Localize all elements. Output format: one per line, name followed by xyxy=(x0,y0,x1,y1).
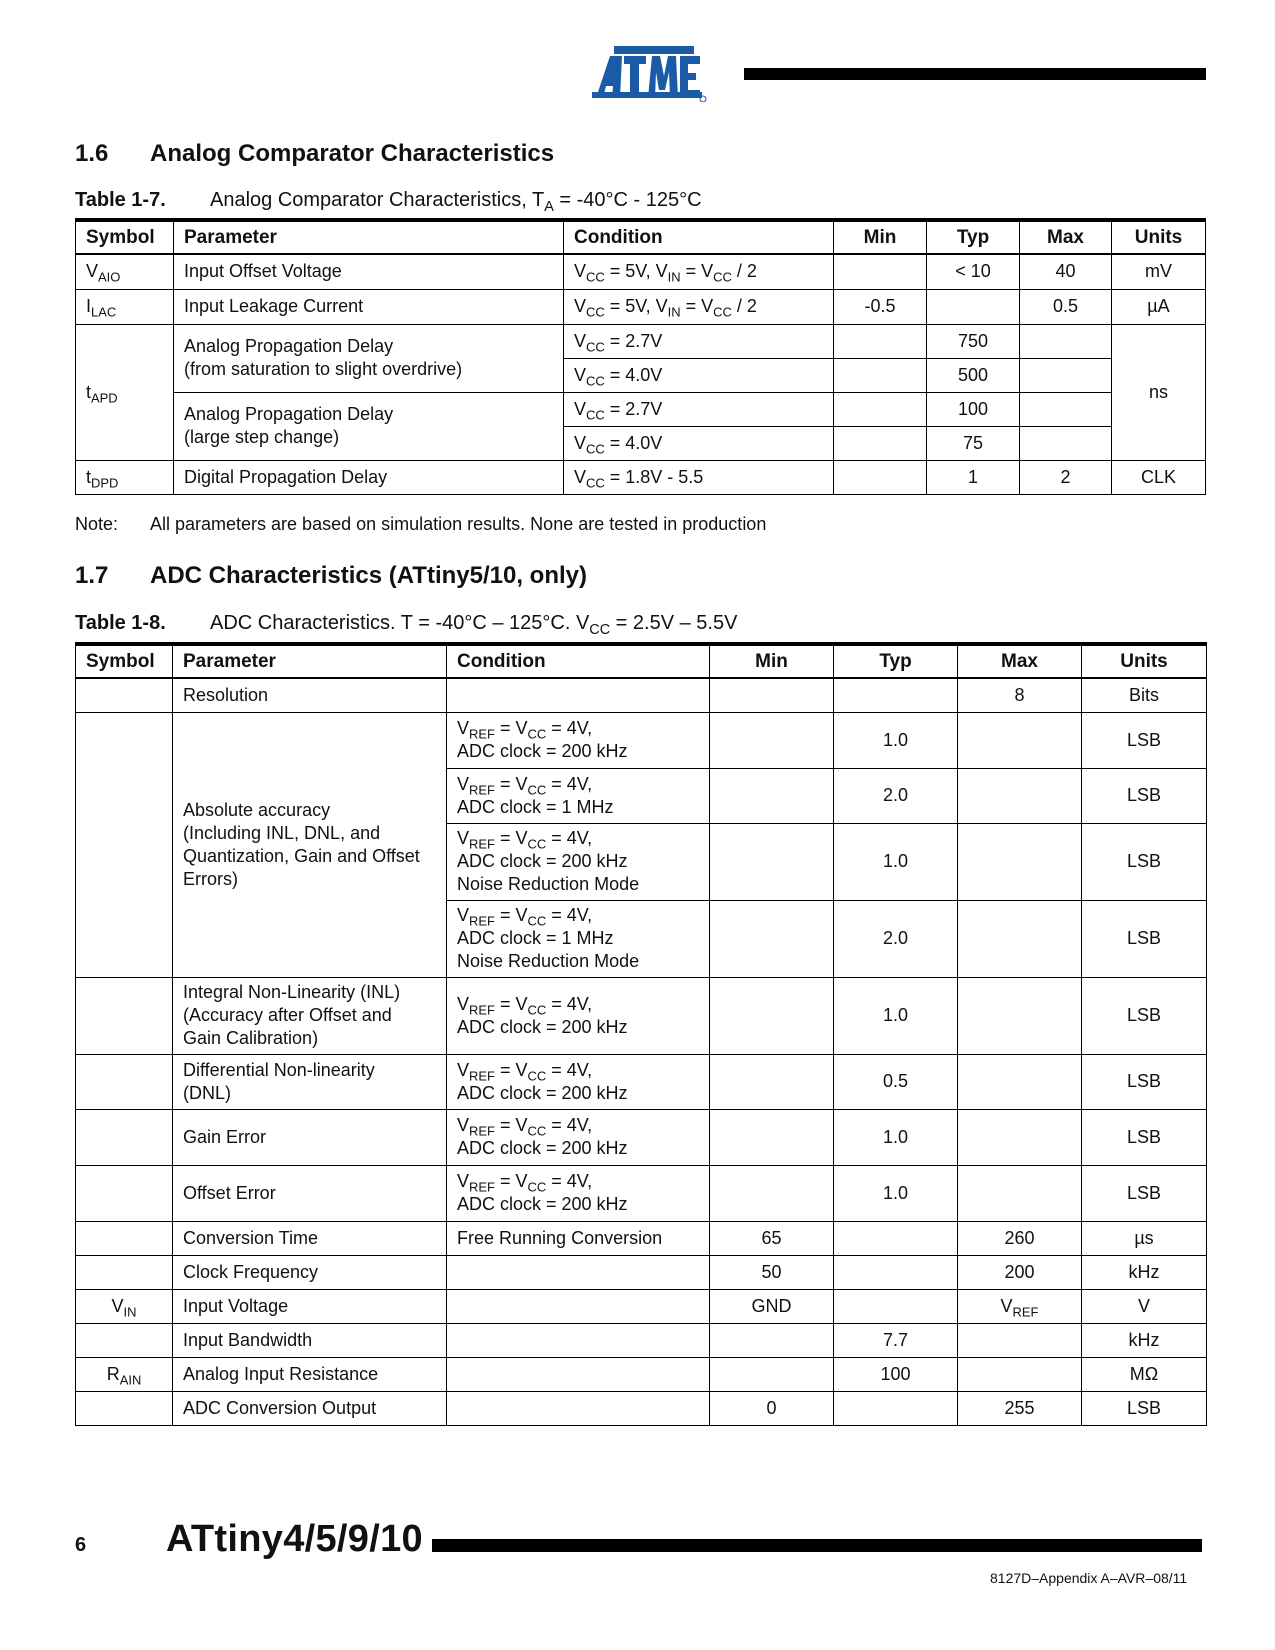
max-cell: 2 xyxy=(1020,460,1112,494)
condition-cell xyxy=(447,1323,710,1357)
min-cell xyxy=(710,1109,834,1165)
parameter-cell: Analog Propagation Delay (large step change) xyxy=(174,392,564,460)
col-min: Min xyxy=(710,644,834,678)
typ-cell: 750 xyxy=(927,324,1020,358)
col-max: Max xyxy=(1020,220,1112,254)
parameter-cell: Input Bandwidth xyxy=(173,1323,447,1357)
parameter-cell: Differential Non-linearity (DNL) xyxy=(173,1054,447,1109)
table-row xyxy=(76,1221,1207,1255)
condition-cell: $V_{REF} = V_{CC} = 4V$, ADC clock = 200 kHz xyxy=(447,1165,710,1221)
condition-cell xyxy=(447,678,710,712)
condition-cell xyxy=(447,1357,710,1391)
condition-cell: $V_{REF} = V_{CC} = 4V$, ADC clock = 200 kHz xyxy=(447,712,710,768)
typ-cell: 1.0 xyxy=(834,1165,958,1221)
condition-cell: $V_{REF} = V_{CC} = 4V$, ADC clock = 1 MHz xyxy=(447,768,710,823)
condition-cell: $V_{CC} = 4.0V$ xyxy=(564,358,834,392)
condition-cell: $V_{CC} = 5V$, $V_{IN} = V_{CC} / 2$ xyxy=(564,289,834,324)
product-title: ATtiny4/5/9/10 xyxy=(166,1518,423,1560)
typ-cell: 1.0 xyxy=(834,1109,958,1165)
table-row xyxy=(76,1054,1207,1109)
col-min: Min xyxy=(834,220,927,254)
min-cell: GND xyxy=(710,1289,834,1323)
typ-cell: 500 xyxy=(927,358,1020,392)
min-cell xyxy=(710,823,834,900)
min-cell xyxy=(834,324,927,358)
parameter-cell: Resolution xyxy=(173,678,447,712)
max-cell: 255 xyxy=(958,1391,1082,1425)
condition-cell: Free Running Conversion xyxy=(447,1221,710,1255)
typ-cell: 2.0 xyxy=(834,768,958,823)
analog-comparator-table xyxy=(75,218,1206,495)
condition-cell: $V_{CC} = 2.7V$ xyxy=(564,392,834,426)
table-row xyxy=(76,678,1207,712)
atmel-logo xyxy=(592,46,708,102)
table-row xyxy=(76,1165,1207,1221)
typ-cell: 7.7 xyxy=(834,1323,958,1357)
symbol-cell xyxy=(76,678,173,712)
typ-cell xyxy=(834,1391,958,1425)
max-cell xyxy=(958,768,1082,823)
units-cell: µA xyxy=(1112,289,1206,324)
min-cell: -0.5 xyxy=(834,289,927,324)
units-cell: MΩ xyxy=(1082,1357,1207,1391)
document-id: 8127D–Appendix A–AVR–08/11 xyxy=(990,1570,1188,1586)
table-1-7-caption: Table 1-7. Analog Comparator Characteristics, $T_A = -40^\circ C - 125^\circ C$ xyxy=(75,189,702,216)
symbol-cell: $V_{AIO}$ xyxy=(76,254,174,289)
max-cell xyxy=(1020,358,1112,392)
min-cell xyxy=(710,1165,834,1221)
col-parameter: Parameter xyxy=(173,644,447,678)
max-cell xyxy=(1020,426,1112,460)
parameter-cell: Input Voltage xyxy=(173,1289,447,1323)
min-cell xyxy=(710,678,834,712)
units-cell: LSB xyxy=(1082,900,1207,977)
col-units: Units xyxy=(1112,220,1206,254)
min-cell xyxy=(834,254,927,289)
min-cell xyxy=(834,426,927,460)
table-1-8-caption: Table 1-8. ADC Characteristics. T = -40°C – 125°C. $V_{CC} = 2.5V - 5.5V$ xyxy=(75,612,738,639)
max-cell xyxy=(958,1165,1082,1221)
condition-cell: $V_{CC} = 4.0V$ xyxy=(564,426,834,460)
table-header-row xyxy=(76,644,1207,678)
typ-cell: 2.0 xyxy=(834,900,958,977)
symbol-cell: $R_{AIN}$ xyxy=(76,1357,173,1391)
table-row xyxy=(76,289,1206,324)
max-cell: 260 xyxy=(958,1221,1082,1255)
parameter-cell: Analog Propagation Delay (from saturation to slight overdrive) xyxy=(174,324,564,392)
table-row xyxy=(76,977,1207,1054)
symbol-cell xyxy=(76,1109,173,1165)
symbol-cell: $V_{IN}$ xyxy=(76,1289,173,1323)
min-cell xyxy=(710,900,834,977)
section-heading-1-7: 1.7 ADC Characteristics (ATtiny5/10, only) xyxy=(75,562,588,589)
table-row xyxy=(76,1289,1207,1323)
max-cell xyxy=(958,712,1082,768)
parameter-cell: Input Offset Voltage xyxy=(174,254,564,289)
units-cell: LSB xyxy=(1082,768,1207,823)
units-cell: mV xyxy=(1112,254,1206,289)
condition-cell: $V_{REF} = V_{CC} = 4V$, ADC clock = 200 kHz xyxy=(447,1054,710,1109)
parameter-cell: Absolute accuracy (Including INL, DNL, and Quantization, Gain and Offset Errors) xyxy=(173,712,447,977)
table-row xyxy=(76,392,1206,426)
parameter-cell: Offset Error xyxy=(173,1165,447,1221)
max-cell xyxy=(958,1054,1082,1109)
symbol-cell xyxy=(76,1391,173,1425)
min-cell xyxy=(710,977,834,1054)
table-1-7-note: Note: All parameters are based on simulation results. None are tested in production xyxy=(75,514,767,534)
units-cell: Bits xyxy=(1082,678,1207,712)
min-cell xyxy=(834,358,927,392)
max-cell: $V_{REF}$ xyxy=(958,1289,1082,1323)
col-condition: Condition xyxy=(564,220,834,254)
units-cell: µs xyxy=(1082,1221,1207,1255)
condition-cell: $V_{CC} = 5V$, $V_{IN} = V_{CC} / 2$ xyxy=(564,254,834,289)
symbol-cell xyxy=(76,1323,173,1357)
col-typ: Typ xyxy=(834,644,958,678)
table-row xyxy=(76,1357,1207,1391)
units-cell: LSB xyxy=(1082,1165,1207,1221)
units-cell: V xyxy=(1082,1289,1207,1323)
max-cell: 8 xyxy=(958,678,1082,712)
symbol-cell xyxy=(76,1054,173,1109)
typ-cell: < 10 xyxy=(927,254,1020,289)
table-row xyxy=(76,1255,1207,1289)
symbol-cell xyxy=(76,977,173,1054)
typ-cell: 1.0 xyxy=(834,712,958,768)
symbol-cell xyxy=(76,712,173,977)
typ-cell: 75 xyxy=(927,426,1020,460)
min-cell xyxy=(710,768,834,823)
units-cell: LSB xyxy=(1082,1109,1207,1165)
parameter-cell: Conversion Time xyxy=(173,1221,447,1255)
units-cell: LSB xyxy=(1082,977,1207,1054)
table-row xyxy=(76,1109,1207,1165)
condition-cell xyxy=(447,1289,710,1323)
typ-cell xyxy=(834,678,958,712)
condition-cell: $V_{CC} = 1.8V - 5.5$ xyxy=(564,460,834,494)
max-cell xyxy=(1020,324,1112,358)
max-cell: 0.5 xyxy=(1020,289,1112,324)
typ-cell: 0.5 xyxy=(834,1054,958,1109)
min-cell: 65 xyxy=(710,1221,834,1255)
min-cell: 50 xyxy=(710,1255,834,1289)
max-cell xyxy=(958,900,1082,977)
condition-cell xyxy=(447,1391,710,1425)
units-cell: ns xyxy=(1112,324,1206,460)
typ-cell xyxy=(834,1289,958,1323)
condition-cell: $V_{REF} = V_{CC} = 4V$, ADC clock = 1 MHz Noise Reduction Mode xyxy=(447,900,710,977)
col-typ: Typ xyxy=(927,220,1020,254)
table-row xyxy=(76,712,1207,768)
max-cell xyxy=(958,1357,1082,1391)
min-cell xyxy=(710,1054,834,1109)
condition-cell: $V_{CC} = 2.7V$ xyxy=(564,324,834,358)
col-parameter: Parameter xyxy=(174,220,564,254)
max-cell xyxy=(958,823,1082,900)
units-cell: LSB xyxy=(1082,712,1207,768)
min-cell xyxy=(710,1357,834,1391)
header-rule xyxy=(744,68,1206,80)
section-heading-1-6: 1.6 Analog Comparator Characteristics xyxy=(75,140,555,167)
table-header-row xyxy=(76,220,1206,254)
typ-cell xyxy=(927,289,1020,324)
min-cell: 0 xyxy=(710,1391,834,1425)
parameter-cell: ADC Conversion Output xyxy=(173,1391,447,1425)
typ-cell xyxy=(834,1255,958,1289)
units-cell: kHz xyxy=(1082,1255,1207,1289)
parameter-cell: Clock Frequency xyxy=(173,1255,447,1289)
max-cell: 40 xyxy=(1020,254,1112,289)
condition-cell xyxy=(447,1255,710,1289)
min-cell xyxy=(834,392,927,426)
symbol-cell xyxy=(76,1221,173,1255)
parameter-cell: Gain Error xyxy=(173,1109,447,1165)
typ-cell xyxy=(834,1221,958,1255)
table-row xyxy=(76,1323,1207,1357)
typ-cell: 100 xyxy=(927,392,1020,426)
max-cell xyxy=(958,977,1082,1054)
footer-rule xyxy=(432,1539,1202,1552)
symbol-cell: $t_{DPD}$ xyxy=(76,460,174,494)
typ-cell: 1 xyxy=(927,460,1020,494)
col-units: Units xyxy=(1082,644,1207,678)
parameter-cell: Input Leakage Current xyxy=(174,289,564,324)
units-cell: LSB xyxy=(1082,1391,1207,1425)
condition-cell: $V_{REF} = V_{CC} = 4V$, ADC clock = 200 kHz xyxy=(447,1109,710,1165)
max-cell: 200 xyxy=(958,1255,1082,1289)
page-number: 6 xyxy=(75,1534,87,1556)
units-cell: kHz xyxy=(1082,1323,1207,1357)
min-cell xyxy=(710,712,834,768)
min-cell xyxy=(834,460,927,494)
max-cell xyxy=(958,1323,1082,1357)
table-row xyxy=(76,460,1206,494)
symbol-cell: $I_{LAC}$ xyxy=(76,289,174,324)
table-row xyxy=(76,1391,1207,1425)
units-cell: LSB xyxy=(1082,1054,1207,1109)
col-symbol: Symbol xyxy=(76,220,174,254)
units-cell: CLK xyxy=(1112,460,1206,494)
units-cell: LSB xyxy=(1082,823,1207,900)
symbol-cell xyxy=(76,1255,173,1289)
symbol-cell xyxy=(76,1165,173,1221)
table-row xyxy=(76,324,1206,358)
table-row xyxy=(76,254,1206,289)
parameter-cell: Analog Input Resistance xyxy=(173,1357,447,1391)
symbol-cell: $t_{APD}$ xyxy=(76,324,174,460)
col-max: Max xyxy=(958,644,1082,678)
max-cell xyxy=(958,1109,1082,1165)
parameter-cell: Integral Non-Linearity (INL) (Accuracy after Offset and Gain Calibration) xyxy=(173,977,447,1054)
col-condition: Condition xyxy=(447,644,710,678)
typ-cell: 100 xyxy=(834,1357,958,1391)
typ-cell: 1.0 xyxy=(834,823,958,900)
typ-cell: 1.0 xyxy=(834,977,958,1054)
max-cell xyxy=(1020,392,1112,426)
min-cell xyxy=(710,1323,834,1357)
adc-characteristics-table xyxy=(75,642,1207,1426)
condition-cell: $V_{REF} = V_{CC} = 4V$, ADC clock = 200 kHz xyxy=(447,977,710,1054)
condition-cell: $V_{REF} = V_{CC} = 4V$, ADC clock = 200 kHz Noise Reduction Mode xyxy=(447,823,710,900)
parameter-cell: Digital Propagation Delay xyxy=(174,460,564,494)
col-symbol: Symbol xyxy=(76,644,173,678)
